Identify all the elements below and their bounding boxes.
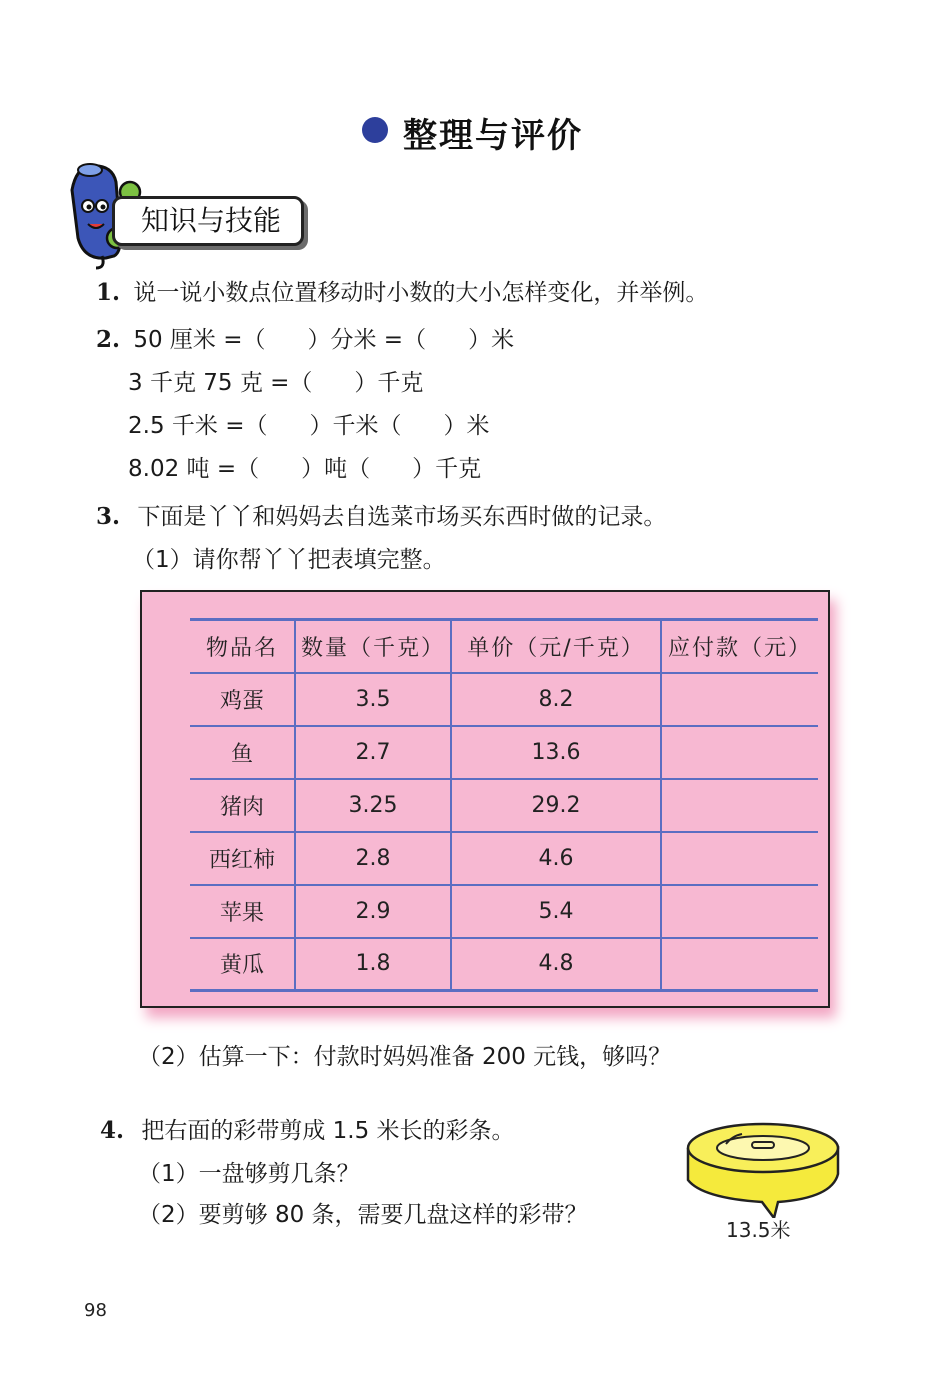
- page-title: [0, 108, 945, 157]
- question-4: [100, 1116, 515, 1146]
- cell-quantity: 3.5: [295, 673, 451, 726]
- question-3-sub-2: （2）估算一下：付款时妈妈准备 200 元钱，够吗？: [138, 1044, 672, 1070]
- cell-unit-price: 29.2: [451, 779, 661, 832]
- q2-line3-part-a: 2.5 千米 =（: [128, 413, 268, 439]
- question-2-line-4: [128, 454, 481, 484]
- table-row: [190, 779, 818, 832]
- cell-item-name: 西红柿: [190, 832, 295, 885]
- question-4-sub-2: （2）要剪够 80 条，需要几盘这样的彩带？: [138, 1202, 588, 1228]
- question-1-number: 1.: [96, 279, 121, 306]
- header-quantity: 数量（千克）: [295, 620, 451, 673]
- question-4-sub-1: （1）一盘够剪几条？: [138, 1161, 360, 1187]
- q2-line2-part-b: ）千克: [354, 370, 424, 396]
- table-row: [190, 673, 818, 726]
- shopping-record-panel: [140, 590, 830, 1008]
- title-bullet-icon: [362, 117, 388, 143]
- question-4-text: 把右面的彩带剪成 1.5 米长的彩条。: [141, 1118, 515, 1144]
- table-row: [190, 726, 818, 779]
- question-3-number: 3.: [96, 503, 121, 530]
- page-number: 98: [84, 1300, 107, 1321]
- question-4-number: 4.: [100, 1117, 125, 1144]
- cell-unit-price: 4.6: [451, 832, 661, 885]
- question-3-text: 下面是丫丫和妈妈去自选菜市场买东西时做的记录。: [137, 504, 667, 530]
- q2-line4-part-c: ）千克: [412, 456, 482, 482]
- table-header-row: [190, 620, 818, 673]
- shopping-record-table: [190, 618, 818, 992]
- header-unit-price: 单价（元/千克）: [451, 620, 661, 673]
- cell-unit-price: 13.6: [451, 726, 661, 779]
- q2-line1-part-c: ）米: [468, 327, 515, 353]
- cell-quantity: 2.9: [295, 885, 451, 938]
- cell-amount-due[interactable]: [661, 779, 818, 832]
- cell-item-name: 鱼: [190, 726, 295, 779]
- q2-line4-part-b: ）吨（: [301, 456, 371, 482]
- ribbon-length-label: 13.5米: [726, 1218, 791, 1242]
- cell-amount-due[interactable]: [661, 832, 818, 885]
- cell-amount-due[interactable]: [661, 673, 818, 726]
- ribbon-roll-icon: [682, 1118, 842, 1218]
- question-1-text: 说一说小数点位置移动时小数的大小怎样变化，并举例。: [133, 280, 709, 306]
- cell-quantity: 2.8: [295, 832, 451, 885]
- cell-quantity: 1.8: [295, 938, 451, 991]
- cell-item-name: 黄瓜: [190, 938, 295, 991]
- cell-unit-price: 8.2: [451, 673, 661, 726]
- q2-line2-part-a: 3 千克 75 克 =（: [128, 370, 313, 396]
- header-amount-due: 应付款（元）: [661, 620, 818, 673]
- cell-amount-due[interactable]: [661, 726, 818, 779]
- cell-item-name: 鸡蛋: [190, 673, 295, 726]
- q2-line1-part-b: ）分米 =（: [307, 327, 427, 353]
- table-row: [190, 885, 818, 938]
- section-badge: 知识与技能: [112, 196, 304, 246]
- page-title-text: 整理与评价: [403, 116, 584, 156]
- table-row: [190, 938, 818, 991]
- question-1: [96, 278, 708, 308]
- cell-unit-price: 4.8: [451, 938, 661, 991]
- question-2-line-3: [128, 411, 489, 441]
- q2-line3-part-c: ）米: [443, 413, 490, 439]
- cell-amount-due[interactable]: [661, 938, 818, 991]
- question-2-line-2: [128, 368, 423, 398]
- cell-item-name: 猪肉: [190, 779, 295, 832]
- cell-quantity: 2.7: [295, 726, 451, 779]
- cell-item-name: 苹果: [190, 885, 295, 938]
- cell-unit-price: 5.4: [451, 885, 661, 938]
- cell-amount-due[interactable]: [661, 885, 818, 938]
- question-3: [96, 502, 666, 532]
- header-item-name: 物品名: [190, 620, 295, 673]
- q2-line1-part-a: 50 厘米 =（: [133, 327, 266, 353]
- question-3-sub-1: （1）请你帮丫丫把表填完整。: [132, 547, 446, 573]
- question-2-line-1: [96, 325, 514, 355]
- question-2-number: 2.: [96, 326, 121, 353]
- q2-line3-part-b: ）千米（: [309, 413, 402, 439]
- q2-line4-part-a: 8.02 吨 =（: [128, 456, 260, 482]
- table-row: [190, 832, 818, 885]
- cell-quantity: 3.25: [295, 779, 451, 832]
